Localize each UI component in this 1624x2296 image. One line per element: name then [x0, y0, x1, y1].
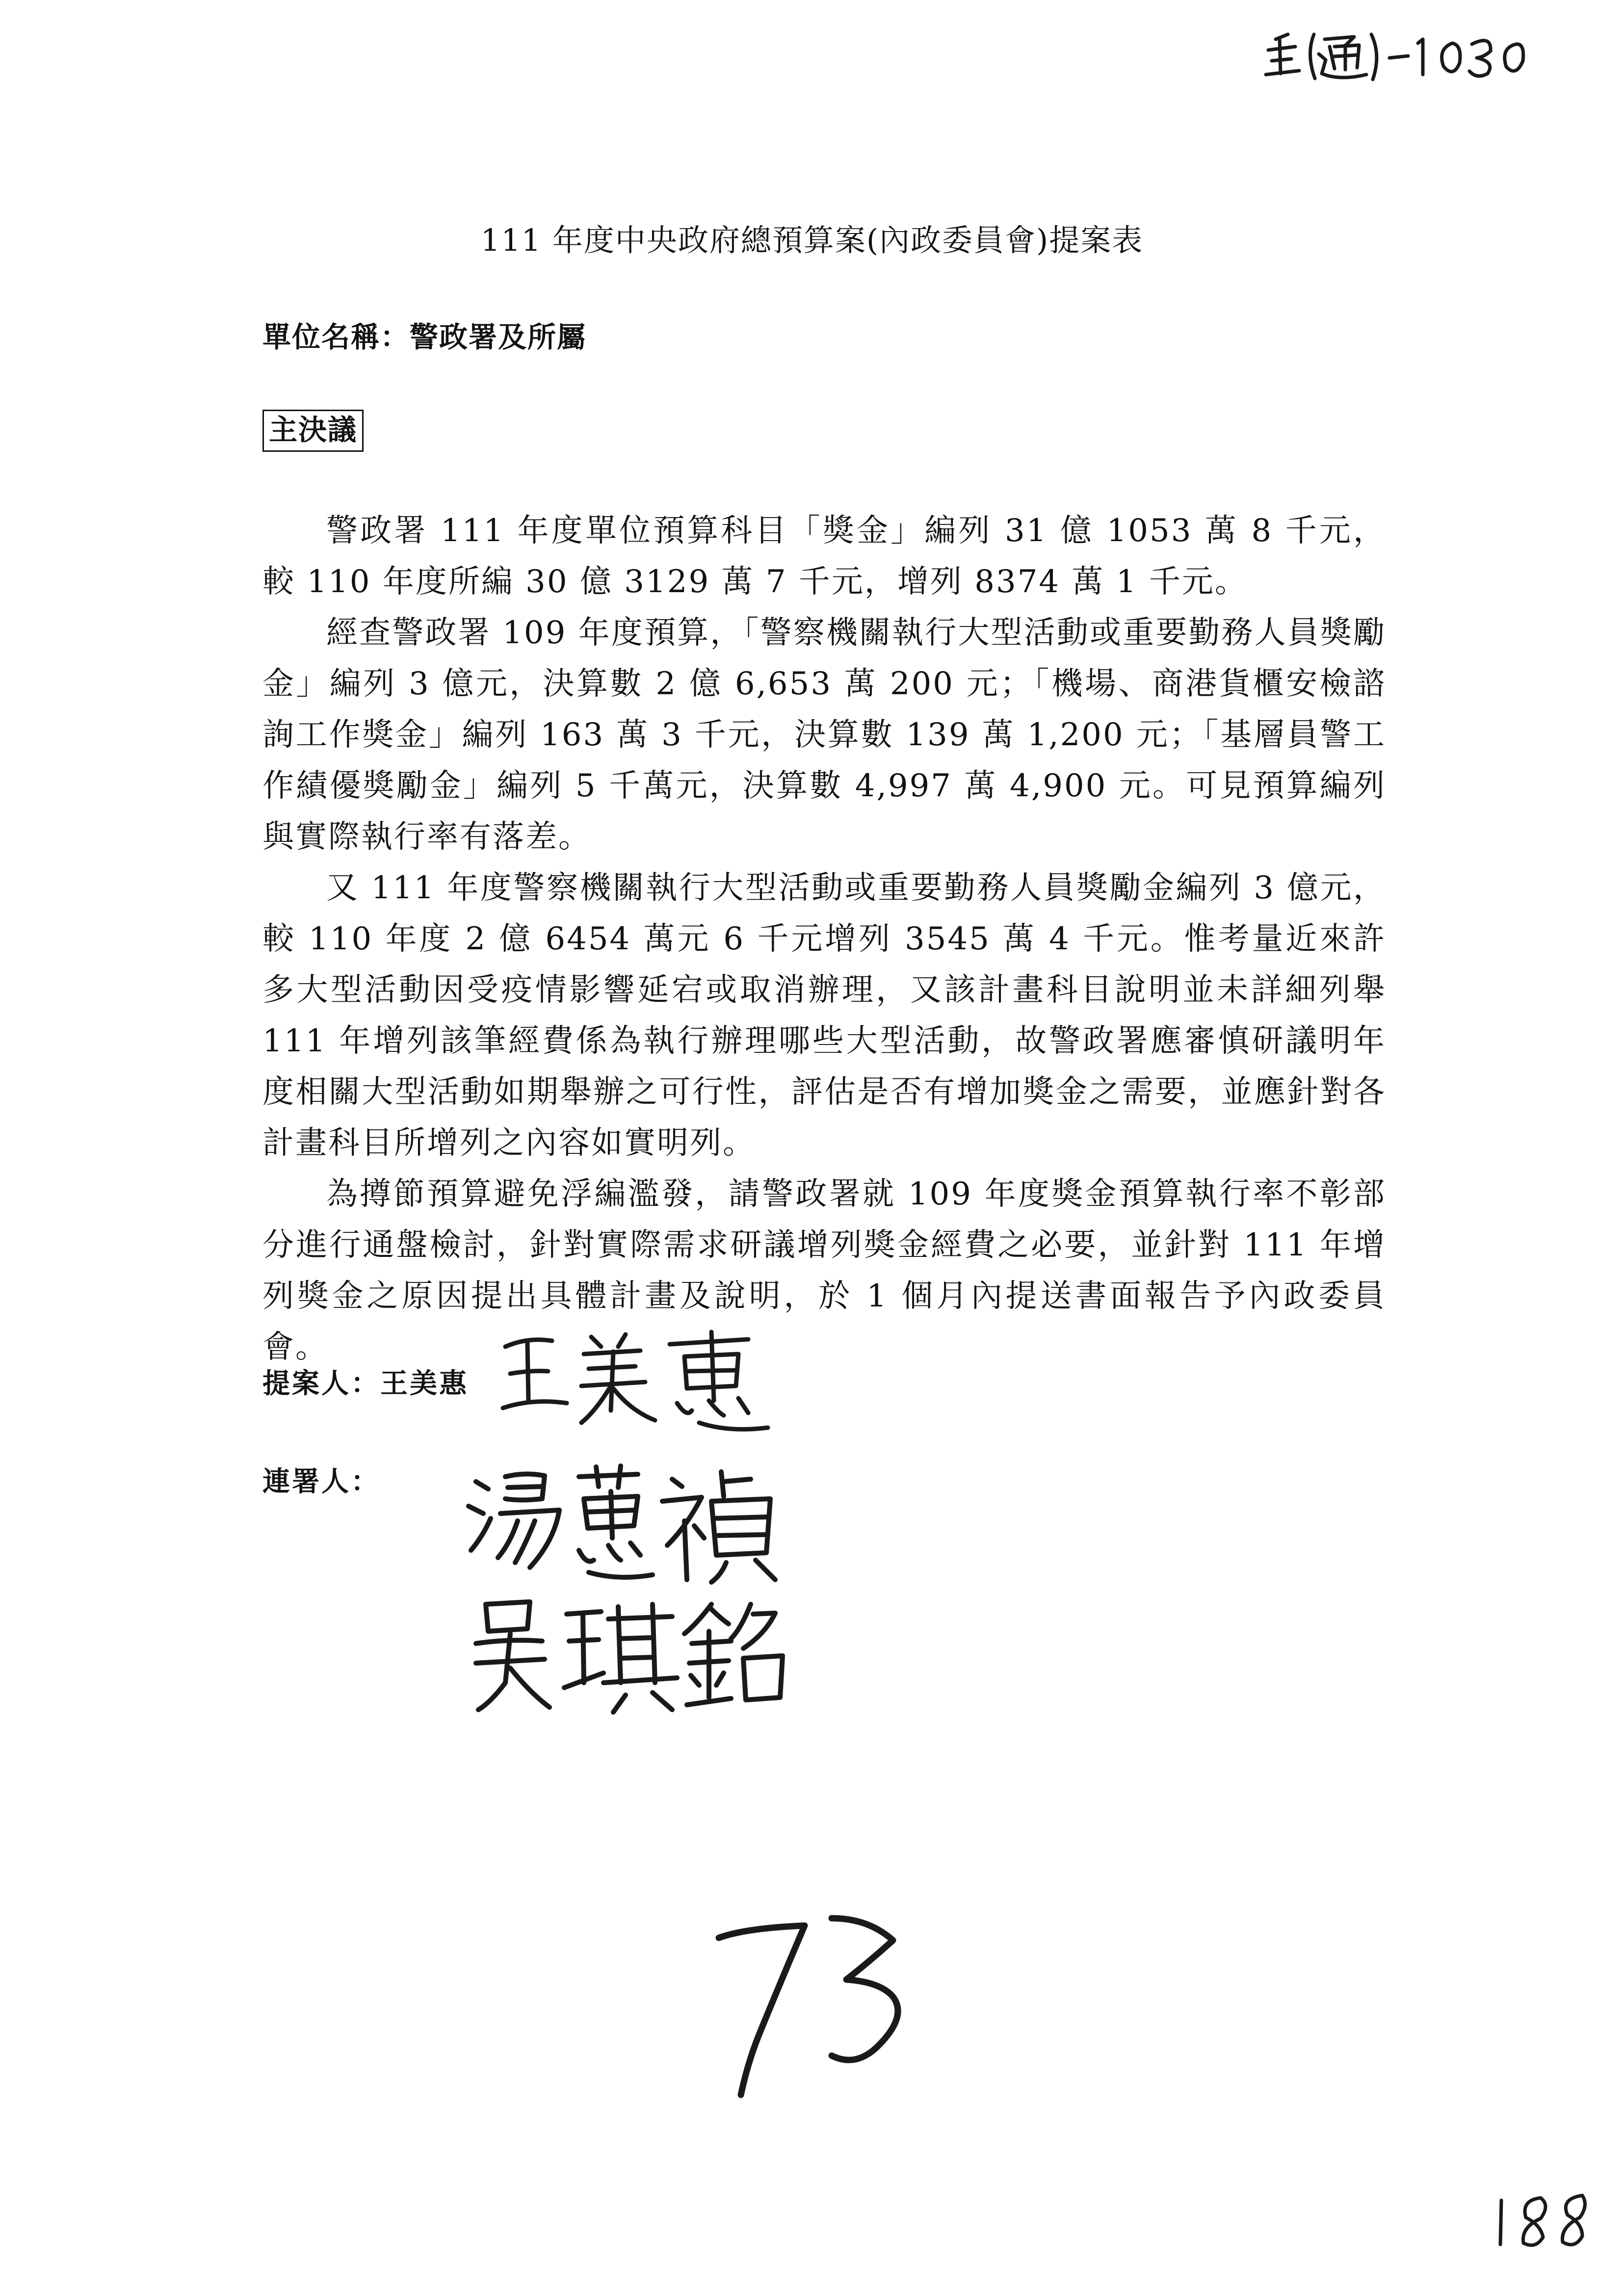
paragraph-3: 又 111 年度警察機關執行大型活動或重要勤務人員獎勵金編列 3 億元，較 110 年度 2 億 6454 萬元 6 千元增列 3545 萬 4 千元。惟考量近來許多大型活動因受疫情影響延宕或取消辦理，又該計畫科目說明並未詳細列舉 111 年增列該筆經費係為執行辦理哪些大型活動，故警政署應審慎研議明年度相關大型活動如期舉辦之可行性，評估是否有增加獎金之需要，並應針對各計畫科目所增列之內容如實明列。	[262, 870, 1386, 1161]
resolution-body	[262, 505, 1386, 1373]
corner-note-handwritten	[1261, 20, 1536, 93]
handwritten-page-number	[707, 1899, 942, 2105]
cosigner-signature-1	[456, 1452, 800, 1599]
paragraph-4: 為撙節預算避免浮編濫發，請警政署就 109 年度獎金預算執行率不彰部分進行通盤檢討，針對實際需求研議增列獎金經費之必要，並針對 111 年增列獎金之原因提出具體計畫及說明，於 1 個月內提送書面報告予內政委員會。	[262, 1176, 1386, 1365]
proposer-label: 提案人：王美惠	[262, 1367, 469, 1400]
corner-number-handwritten	[1487, 2178, 1604, 2257]
cosigner-label: 連署人：	[262, 1465, 380, 1498]
paragraph-2: 經查警政署 109 年度預算，「警察機關執行大型活動或重要勤務人員獎勵金」編列 3 億元，決算數 2 億 6,653 萬 200 元；「機場、商港貨櫃安檢諮詢工作獎金」編列 163 萬 3 千元，決算數 139 萬 1,200 元；「基層員警工作績優獎勵金」編列 5 千萬元，決算數 4,997 萬 4,900 元。可見預算編列與實際執行率有落差。	[262, 615, 1386, 855]
form-title: 111 年度中央政府總預算案(內政委員會)提案表	[480, 222, 1144, 258]
cosigner-signature-2	[456, 1585, 800, 1722]
proposer-signature	[493, 1317, 797, 1440]
paragraph-1: 警政署 111 年度單位預算科目「獎金」編列 31 億 1053 萬 8 千元，較 110 年度所編 30 億 3129 萬 7 千元，增列 8374 萬 1 千元。	[262, 513, 1386, 600]
unit-name: 單位名稱：警政署及所屬	[262, 320, 587, 354]
resolution-label: 主決議	[262, 410, 364, 452]
